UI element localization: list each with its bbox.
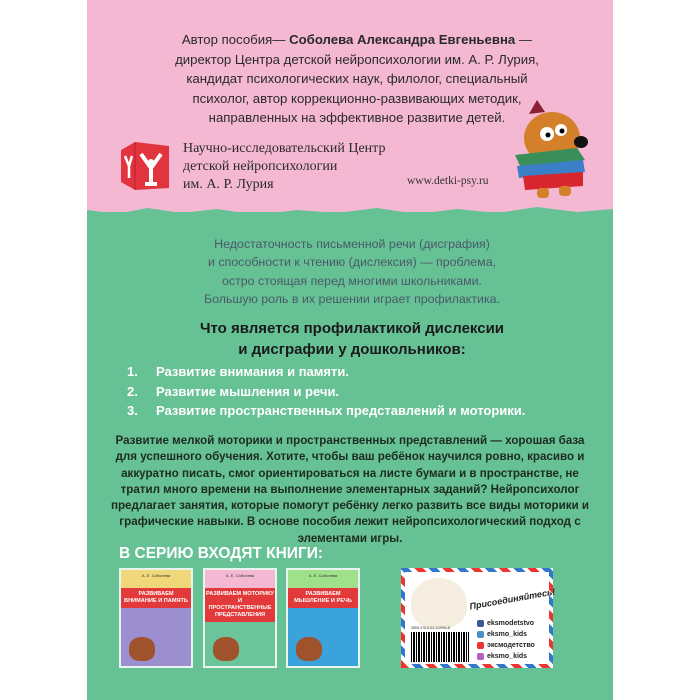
book-title: РАЗВИВАЕМ МЫШЛЕНИЕ И РЕЧЬ xyxy=(288,588,358,608)
author-bio xyxy=(147,30,567,128)
barcode xyxy=(411,632,469,662)
item-text: Развитие пространственных представлений и моторики. xyxy=(156,403,526,418)
item-number: 1. xyxy=(127,364,138,379)
item-number: 2. xyxy=(127,383,138,399)
book-title: РАЗВИВАЕМ ВНИМАНИЕ И ПАМЯТЬ xyxy=(121,588,191,608)
center-line: детской нейропсихологии xyxy=(183,159,338,174)
facebook-icon xyxy=(477,620,484,627)
bio-line: направленных на эффективное развитие детей. xyxy=(208,110,506,125)
book-author: А. Е. Соболева xyxy=(205,570,275,588)
intro-line: Большую роль в их решении играет профилактика. xyxy=(203,291,500,306)
prevention-list xyxy=(127,362,525,421)
heart-emblem-icon xyxy=(411,578,467,628)
center-logo-icon xyxy=(117,140,172,192)
social-links xyxy=(477,618,535,662)
dog-icon xyxy=(296,637,322,661)
center-line: им. А. Р. Лурия xyxy=(183,177,274,192)
intro-line: Недостаточность письменной речи (дисграфия) xyxy=(214,237,490,251)
social-handle: eksmodetstvo xyxy=(487,620,535,627)
intro-line: остро стоящая перед многими школьниками. xyxy=(222,273,482,288)
social-card xyxy=(401,568,556,668)
dog-icon xyxy=(129,637,155,661)
social-vk[interactable] xyxy=(477,629,535,640)
description-text: Развитие мелкой моторики и пространственных представлений — хорошая база для успешного обучения. Хотите, чтобы ваш ребёнок научился ровно, красиво и аккуратно писать, смог ориентироваться на листе бумаги и в пространстве, не тратил много времени на выполнение элементарных заданий? Нейропсихолог предлагает занятия, которые помогут ребёнку легко развить все виды моторики и графические навыки. В основе пособия лежит нейропсихологический подход с элементами игры. xyxy=(110,434,590,545)
list-item xyxy=(127,401,525,421)
social-handle: eksmo_kids xyxy=(487,653,528,660)
torn-edge xyxy=(87,200,613,224)
series-book-1[interactable] xyxy=(119,568,193,668)
series-book-3[interactable] xyxy=(286,568,360,668)
vk-icon xyxy=(477,631,484,638)
dog-icon xyxy=(213,637,239,661)
series-book-2[interactable] xyxy=(203,568,277,668)
youtube-icon xyxy=(477,642,484,649)
item-number: 3. xyxy=(127,403,138,418)
social-handle: эксмодетство xyxy=(487,642,535,649)
social-instagram[interactable] xyxy=(477,651,535,662)
center-name xyxy=(183,140,385,194)
item-text: Развитие мышления и речи. xyxy=(156,383,340,399)
instagram-icon xyxy=(477,653,484,660)
website-link[interactable]: www.detki-psy.ru xyxy=(407,175,489,187)
item-text: Развитие внимания и памяти. xyxy=(156,364,349,379)
book-author: А. Е. Соболева xyxy=(121,570,191,588)
bio-line: психолог, автор коррекционно-развивающих методик, xyxy=(192,90,522,106)
social-youtube[interactable] xyxy=(477,640,535,651)
author-dash: — xyxy=(515,32,533,47)
dog-mascot-icon xyxy=(507,100,597,200)
intro-line: и способности к чтению (дислексия) — проблема, xyxy=(207,255,497,270)
question-line: и дисграфии у дошкольников: xyxy=(238,341,466,358)
bio-line: директор Центра детской нейропсихологии им. А. Р. Лурия, xyxy=(175,51,539,67)
intro-text xyxy=(147,235,557,308)
book-author: А. Е. Соболева xyxy=(288,570,358,588)
isbn-text: ISBN 978-5-04-112094-8 xyxy=(411,626,450,630)
author-name: Соболева Александра Евгеньевна xyxy=(289,32,516,47)
book-title: РАЗВИВАЕМ МОТОРИКУ И ПРОСТРАНСТВЕННЫЕ ПРЕДСТАВЛЕНИЯ xyxy=(205,588,275,622)
author-prefix: Автор пособия— xyxy=(181,32,286,47)
list-item xyxy=(127,362,525,382)
question-line: Что является профилактикой дислексии xyxy=(199,320,505,337)
book-back-cover xyxy=(87,0,613,700)
series-title: В СЕРИЮ ВХОДЯТ КНИГИ: xyxy=(119,545,324,562)
question-heading xyxy=(147,318,557,360)
social-handle: eksmo_kids xyxy=(487,631,528,638)
list-item xyxy=(127,382,525,402)
social-facebook[interactable] xyxy=(477,618,535,629)
center-line: Научно-исследовательский Центр xyxy=(183,141,386,156)
bio-line: кандидат психологических наук, филолог, специальный xyxy=(186,71,528,86)
join-label: Присоединяйтесь! xyxy=(468,586,556,612)
